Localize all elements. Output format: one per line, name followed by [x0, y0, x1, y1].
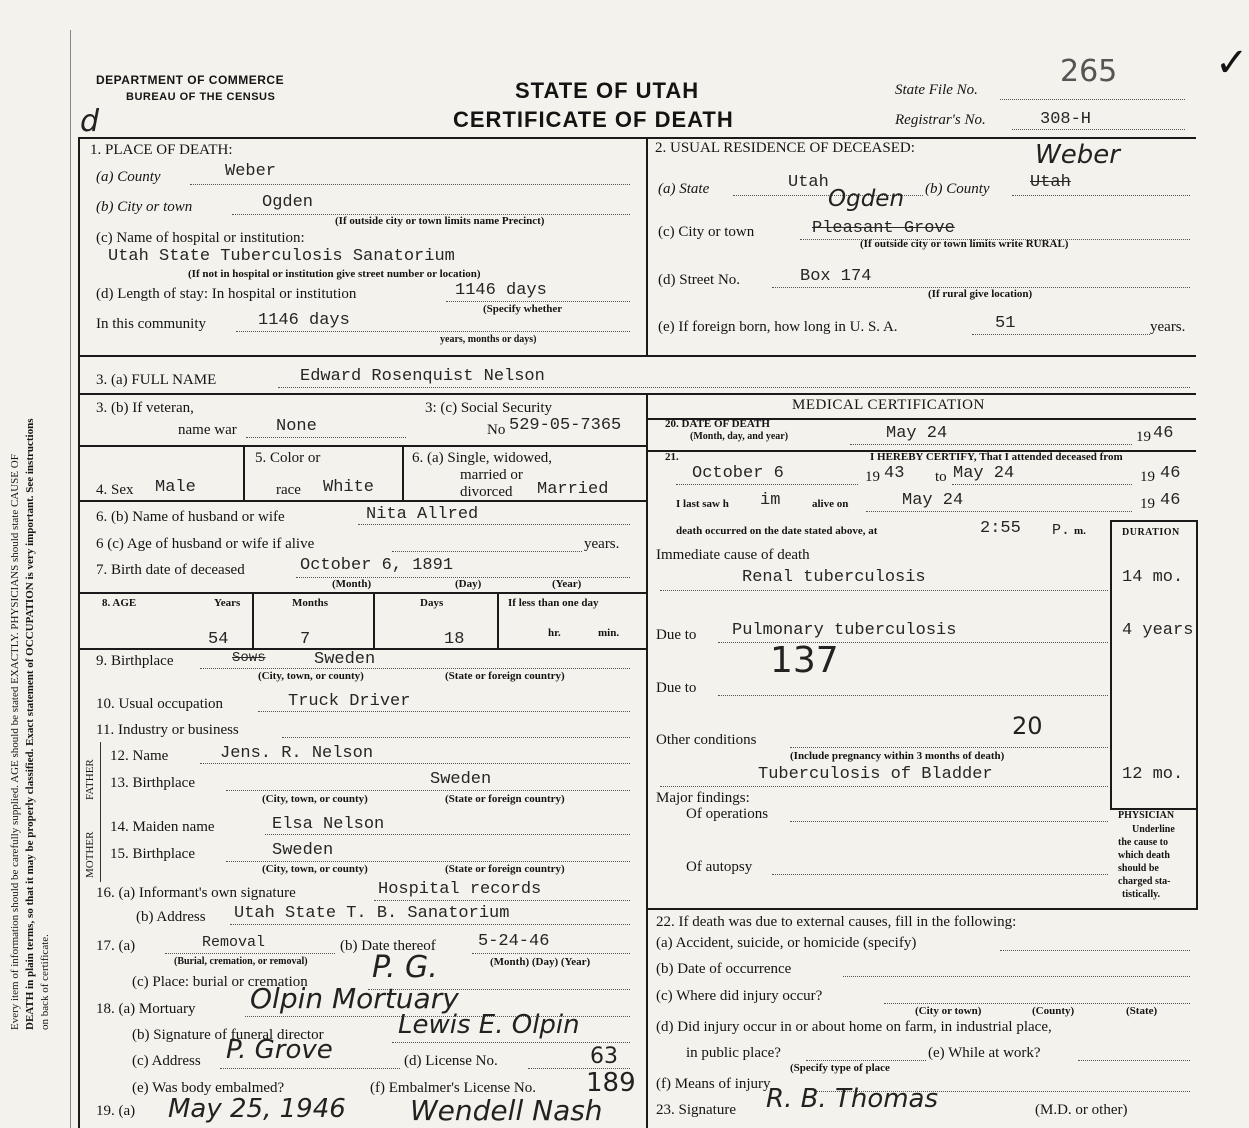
residence-heading: 2. USUAL RESIDENCE OF DECEASED:	[655, 140, 915, 156]
age-days-label: Days	[420, 597, 444, 609]
birth-label: 7. Birth date of deceased	[96, 562, 245, 578]
to-year-prefix: 19	[1140, 469, 1155, 485]
foreign-label: (e) If foreign born, how long in U. S. A.	[658, 319, 898, 335]
pm-value: P.	[1052, 522, 1071, 539]
mother-tag: MOTHER	[84, 831, 96, 878]
death-city-label: (b) City or town	[96, 199, 193, 215]
birth-year-note: (Year)	[552, 578, 582, 590]
res-city-label: (c) City or town	[658, 224, 755, 240]
date-filed-signature: May 25, 1946	[168, 1094, 346, 1124]
operations-label: Of operations	[686, 806, 769, 822]
fd-address-signature: P. Grove	[226, 1035, 333, 1065]
physician-note-5: charged sta-	[1118, 876, 1171, 887]
color-label: 5. Color or	[255, 450, 321, 466]
alive-label: alive on	[812, 498, 849, 510]
father-state-note: (State or foreign country)	[445, 793, 565, 805]
res-city-note: (If outside city or town limits write RURAL)	[860, 238, 1069, 250]
hospital-note: (If not in hospital or institution give street number or location)	[188, 268, 481, 280]
sex-label: 4. Sex	[96, 482, 134, 498]
autopsy-label: Of autopsy	[686, 859, 753, 875]
accident-label: (a) Accident, suicide, or homicide (specify)	[656, 935, 917, 951]
certify-text: I HEREBY CERTIFY, That I attended deceased from	[870, 451, 1123, 463]
birth-day-note: (Day)	[455, 578, 482, 590]
corner-mark: d	[80, 104, 100, 139]
birthplace-city-note: (City, town, or county)	[258, 670, 364, 682]
community-note: years, months or days)	[440, 334, 537, 345]
foreign-value: 51	[995, 314, 1016, 333]
from-year-prefix: 19	[865, 469, 880, 485]
dod-year-value: 46	[1153, 424, 1174, 443]
birthplace-value: Sweden	[314, 650, 376, 669]
stay-note: (Specify whether	[483, 303, 563, 315]
mother-state-note: (State or foreign country)	[445, 863, 565, 875]
spouse-age-unit: years.	[584, 536, 620, 552]
due1-duration: 4 years	[1122, 621, 1194, 640]
immediate-duration: 14 mo.	[1122, 568, 1184, 587]
physician-note-6: tistically.	[1122, 889, 1161, 900]
department-label: DEPARTMENT OF COMMERCE	[96, 73, 285, 87]
saw-pronoun: im	[760, 491, 781, 510]
birthplace-struck: Sows	[232, 650, 266, 666]
state-file-number: 265	[1060, 54, 1118, 89]
age-years-label: Years	[214, 597, 241, 609]
age-months-value: 7	[300, 630, 311, 649]
to-date-value: May 24	[953, 464, 1015, 483]
physician-note-1: Underline	[1132, 824, 1175, 835]
physician-note-4: should be	[1118, 863, 1159, 874]
bureau-label: BUREAU OF THE CENSUS	[126, 91, 276, 103]
ss-no-value: 529-05-7365	[509, 416, 622, 435]
res-state-label: (a) State	[658, 181, 710, 197]
dod-label: 20. DATE OF DEATH	[665, 418, 770, 430]
mother-city-note: (City, town, or county)	[262, 863, 368, 875]
res-city-written: Ogden	[828, 186, 905, 212]
death-city-value: Ogden	[262, 193, 314, 212]
embalmed-label: (e) Was body embalmed?	[132, 1080, 285, 1096]
birthplace-label: 9. Birthplace	[96, 653, 174, 669]
marital-label-b: married or	[460, 467, 523, 483]
other-value: Tuberculosis of Bladder	[758, 765, 993, 784]
birth-value: October 6, 1891	[300, 556, 454, 575]
death-county-label: (a) County	[96, 169, 161, 185]
director-signature: Lewis E. Olpin	[398, 1010, 580, 1040]
war-value: None	[276, 417, 317, 436]
certificate-title: CERTIFICATE OF DEATH	[453, 107, 734, 132]
age-years-value: 54	[208, 630, 229, 649]
embalmer-value: 189	[586, 1068, 636, 1098]
check-mark-icon: ✓	[1215, 40, 1249, 86]
res-county-written: Weber	[1035, 140, 1120, 170]
signature-label: 23. Signature	[656, 1102, 736, 1118]
at-work-label: (e) While at work?	[928, 1045, 1041, 1061]
death-city-note: (If outside city or town limits name Precinct)	[335, 215, 545, 227]
industry-label: 11. Industry or business	[96, 722, 239, 738]
due2-label: Due to	[656, 680, 697, 696]
father-birthplace-label: 13. Birthplace	[110, 775, 195, 791]
physician-note-3: which death	[1118, 850, 1170, 861]
res-street-value: Box 174	[800, 267, 872, 286]
mother-birthplace-label: 15. Birthplace	[110, 846, 195, 862]
marital-value: Married	[537, 480, 609, 499]
war-label: name war	[178, 422, 237, 438]
veteran-label: 3. (b) If veteran,	[96, 400, 194, 416]
disposal-label: 17. (a)	[96, 938, 136, 954]
hr-label: hr.	[548, 627, 561, 639]
stay-value: 1146 days	[455, 281, 547, 300]
where-label: (c) Where did injury occur?	[656, 988, 823, 1004]
public-place-note: (Specify type of place	[790, 1062, 890, 1074]
means-label: (f) Means of injury	[656, 1076, 771, 1092]
hospital-value: Utah State Tuberculosis Sanatorium	[108, 247, 455, 266]
director-label: (b) Signature of funeral director	[132, 1027, 324, 1043]
registrar-signature: Wendell Nash	[410, 1094, 603, 1127]
cause-code-2: 20	[1012, 712, 1043, 740]
death-county-value: Weber	[225, 162, 277, 181]
informant-address-label: (b) Address	[136, 909, 206, 925]
burial-date-note: (Month) (Day) (Year)	[490, 956, 591, 968]
race-value: White	[323, 478, 375, 497]
res-county-struck: Utah	[1030, 173, 1071, 192]
duration-label: DURATION	[1122, 527, 1180, 538]
res-state-value: Utah	[788, 173, 829, 192]
time-value: 2:55	[980, 519, 1021, 538]
spouse-label: 6. (b) Name of husband or wife	[96, 509, 285, 525]
mortuary-signature: Olpin Mortuary	[250, 982, 459, 1015]
where-city-note: (City or town)	[915, 1005, 982, 1017]
to-year-value: 46	[1160, 464, 1181, 483]
physician-heading: PHYSICIAN	[1118, 810, 1175, 821]
stay-label: (d) Length of stay: In hospital or institution	[96, 286, 357, 302]
hospital-label: (c) Name of hospital or institution:	[96, 230, 305, 246]
father-name-value: Jens. R. Nelson	[220, 744, 374, 763]
father-birthplace-value: Sweden	[430, 770, 492, 789]
certify-number: 21.	[665, 451, 679, 463]
burial-place-label: (c) Place: burial or cremation	[132, 974, 308, 990]
md-label: (M.D. or other)	[1035, 1102, 1128, 1118]
major-findings-label: Major findings:	[656, 790, 750, 806]
dod-year-prefix: 19	[1136, 429, 1151, 445]
res-city-struck: Pleasant Grove	[812, 219, 955, 238]
license-value: 63	[590, 1044, 618, 1069]
burial-date-value: 5-24-46	[478, 932, 550, 951]
res-street-label: (d) Street No.	[658, 272, 741, 288]
maiden-label: 14. Maiden name	[110, 819, 215, 835]
occurred-label: death occurred on the date stated above, at	[676, 525, 878, 537]
embalmer-label: (f) Embalmer's License No.	[370, 1080, 536, 1096]
mother-birthplace-value: Sweden	[272, 841, 334, 860]
to-label: to	[935, 469, 947, 485]
dod-note: (Month, day, and year)	[690, 431, 789, 442]
immediate-label: Immediate cause of death	[656, 547, 810, 563]
father-city-note: (City, town, or county)	[262, 793, 368, 805]
marital-label-a: 6. (a) Single, widowed,	[412, 450, 552, 466]
state-title: STATE OF UTAH	[515, 78, 700, 103]
occurrence-label: (b) Date of occurrence	[656, 961, 792, 977]
sex-value: Male	[155, 478, 196, 497]
physician-note-2: the cause to	[1118, 837, 1168, 848]
burial-place-signature: P. G.	[372, 950, 438, 985]
registrar-label: Registrar's No.	[895, 112, 986, 128]
saw-label: I last saw h	[676, 498, 729, 510]
place-of-death-heading: 1. PLACE OF DEATH:	[90, 142, 233, 158]
disposal-value: Removal	[202, 934, 266, 951]
community-label: In this community	[96, 316, 206, 332]
physician-signature: R. B. Thomas	[766, 1084, 939, 1114]
community-value: 1146 days	[258, 311, 350, 330]
other-note: (Include pregnancy within 3 months of death)	[790, 750, 1005, 762]
informant-address-value: Utah State T. B. Sanatorium	[234, 904, 510, 923]
disposal-note: (Burial, cremation, or removal)	[174, 956, 308, 967]
res-street-note: (If rural give location)	[928, 288, 1033, 300]
external-causes-label: 22. If death was due to external causes, fill in the following:	[656, 914, 1017, 930]
ss-label: 3: (c) Social Security	[425, 400, 553, 416]
ss-no-label: No	[487, 422, 506, 438]
full-name-value: Edward Rosenquist Nelson	[300, 367, 545, 386]
birthplace-state-note: (State or foreign country)	[445, 670, 565, 682]
father-name-label: 12. Name	[110, 748, 169, 764]
age-days-value: 18	[444, 630, 465, 649]
min-label: min.	[598, 627, 620, 639]
other-label: Other conditions	[656, 732, 757, 748]
full-name-label: 3. (a) FULL NAME	[96, 372, 217, 388]
res-county-label: (b) County	[925, 181, 990, 197]
occupation-label: 10. Usual occupation	[96, 696, 224, 712]
occupation-value: Truck Driver	[288, 692, 411, 711]
other-duration: 12 mo.	[1122, 765, 1184, 784]
medical-heading: MEDICAL CERTIFICATION	[792, 397, 985, 413]
saw-year-value: 46	[1160, 491, 1181, 510]
race-label: race	[276, 482, 301, 498]
m-label: m.	[1074, 525, 1086, 537]
foreign-unit: years.	[1150, 319, 1186, 335]
license-label: (d) License No.	[404, 1053, 498, 1069]
mortuary-label: 18. (a) Mortuary	[96, 1001, 196, 1017]
marital-label-c: divorced	[460, 484, 513, 500]
side-instructions: Every item of information should be carefully supplied. AGE should be stated EXACTLY. PHYSICIANS should state CAUSE OF DEATH in plain terms, so that it may be properly classified. Exact statement of OCCUPATION is very important. See instructions on back of certificate.	[9, 418, 51, 1030]
where-state-note: (State)	[1126, 1005, 1158, 1017]
father-tag: FATHER	[84, 759, 96, 800]
maiden-value: Elsa Nelson	[272, 815, 385, 834]
less-than-day-label: If less than one day	[508, 597, 599, 609]
state-file-label: State File No.	[895, 82, 978, 98]
fd-address-label: (c) Address	[132, 1053, 201, 1069]
informant-sig-label: 16. (a) Informant's own signature	[96, 885, 296, 901]
age-months-label: Months	[292, 597, 329, 609]
registrar-number: 308-H	[1040, 110, 1092, 129]
from-year-value: 43	[884, 464, 905, 483]
informant-sig-value: Hospital records	[378, 880, 542, 899]
birth-month-note: (Month)	[332, 578, 372, 590]
from-date-value: October 6	[692, 464, 784, 483]
age-label: 8. AGE	[102, 597, 137, 609]
date-filed-label: 19. (a)	[96, 1103, 136, 1119]
saw-year-prefix: 19	[1140, 496, 1155, 512]
due1-value: Pulmonary tuberculosis	[732, 621, 957, 640]
due1-label: Due to	[656, 627, 697, 643]
spouse-age-label: 6 (c) Age of husband or wife if alive	[96, 536, 315, 552]
saw-date-value: May 24	[902, 491, 964, 510]
immediate-value: Renal tuberculosis	[742, 568, 926, 587]
cause-code-1: 137	[770, 640, 839, 681]
where-county-note: (County)	[1032, 1005, 1075, 1017]
spouse-value: Nita Allred	[366, 505, 479, 524]
dod-month-value: May 24	[886, 424, 948, 443]
home-label: (d) Did injury occur in or about home on farm, in industrial place,	[656, 1019, 1052, 1035]
public-place-label: in public place?	[686, 1045, 781, 1061]
burial-date-label: (b) Date thereof	[340, 938, 436, 954]
